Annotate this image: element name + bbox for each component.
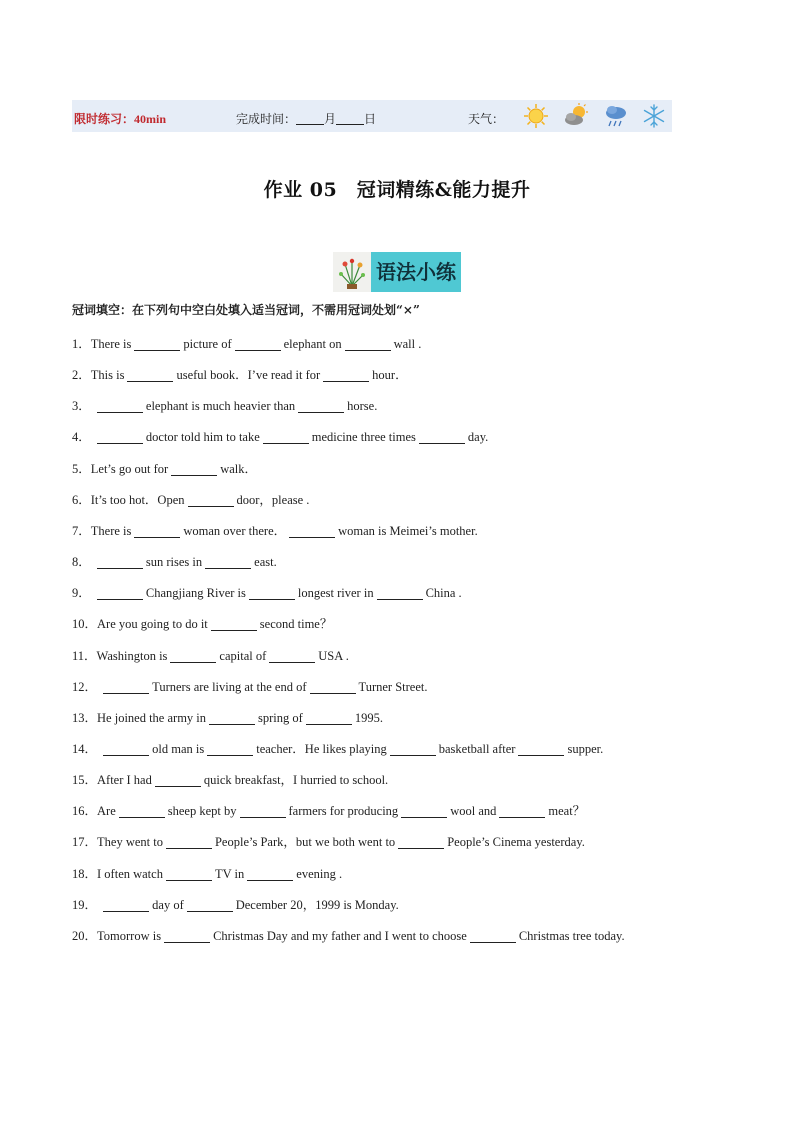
completion-time-label: 完成时间：: [236, 112, 297, 126]
question-text: People’s Cinema yesterday.: [447, 835, 585, 850]
question-text: day.: [467, 430, 489, 445]
page-title: 作业 05 冠词精练&能力提升: [263, 179, 531, 201]
question-text: medicine three times: [311, 430, 416, 445]
question-item: [72, 926, 625, 944]
question-text: longest river in: [297, 586, 374, 601]
question-text: capital of: [219, 648, 267, 663]
question-text: I often watch: [97, 866, 163, 881]
question-text: basketball after: [438, 741, 516, 756]
question-item: [72, 552, 277, 570]
question-item: [72, 521, 478, 539]
question-text: 1995.: [354, 710, 383, 725]
question-number: 4．: [72, 430, 91, 445]
month-blank[interactable]: [296, 112, 324, 125]
answer-blank[interactable]: [247, 867, 293, 881]
answer-blank[interactable]: [470, 929, 516, 943]
question-text: Tomorrow is: [97, 928, 162, 943]
question-text: teacher．He likes playing: [256, 741, 387, 756]
question-text: evening .: [296, 866, 343, 881]
question-text: door，please .: [236, 492, 310, 507]
answer-blank[interactable]: [499, 804, 545, 818]
month-label: 月: [324, 112, 337, 126]
question-item: [72, 459, 257, 477]
question-text: They went to: [97, 835, 163, 850]
header-bar: [72, 100, 672, 132]
question-item: [72, 490, 309, 508]
answer-blank[interactable]: [289, 524, 335, 538]
question-number: 12．: [72, 679, 98, 694]
question-number: 9．: [72, 586, 91, 601]
answer-blank[interactable]: [97, 586, 143, 600]
answer-blank[interactable]: [134, 337, 180, 351]
question-text: After I had: [97, 773, 152, 788]
question-text: Are: [97, 804, 116, 819]
answer-blank[interactable]: [97, 399, 143, 413]
question-text: sun rises in: [145, 555, 203, 570]
answer-blank[interactable]: [103, 680, 149, 694]
question-text: elephant on: [283, 337, 342, 351]
question-text: farmers for producing: [288, 804, 399, 819]
question-number: 1．: [72, 337, 91, 351]
answer-blank[interactable]: [127, 368, 173, 382]
question-text: horse.: [347, 399, 378, 414]
question-text: sheep kept by: [167, 804, 237, 819]
question-text: quick breakfast，I hurried to school.: [203, 773, 389, 788]
question-text: hour．: [372, 368, 408, 383]
day-blank[interactable]: [336, 112, 364, 125]
section-badge: [333, 252, 461, 292]
answer-blank[interactable]: [398, 835, 444, 849]
question-number: 14．: [72, 741, 98, 756]
question-item: [72, 614, 332, 632]
answer-blank[interactable]: [269, 649, 315, 663]
answer-blank[interactable]: [249, 586, 295, 600]
question-item: [72, 739, 603, 757]
question-number: 19．: [72, 897, 98, 912]
question-text: spring of: [258, 710, 303, 725]
answer-blank[interactable]: [166, 835, 212, 849]
time-limit-label: 限时练习：: [74, 112, 135, 126]
question-text: supper.: [567, 741, 604, 756]
answer-blank[interactable]: [298, 399, 344, 413]
answer-blank[interactable]: [518, 742, 564, 756]
question-number: 3．: [72, 399, 91, 414]
question-text: wool and: [450, 804, 497, 819]
question-text: old man is: [152, 741, 205, 756]
answer-blank[interactable]: [345, 337, 391, 351]
answer-blank[interactable]: [166, 867, 212, 881]
question-text: China .: [425, 586, 462, 601]
question-text: He joined the army in: [97, 710, 207, 725]
question-item: [72, 895, 399, 913]
question-text: elephant is much heavier than: [145, 399, 296, 414]
answer-blank[interactable]: [103, 742, 149, 756]
answer-blank[interactable]: [119, 804, 165, 818]
answer-blank[interactable]: [235, 337, 281, 351]
answer-blank[interactable]: [103, 898, 149, 912]
answer-blank[interactable]: [209, 711, 255, 725]
question-text: Are you going to do it: [97, 617, 208, 632]
plant-icon: [333, 252, 371, 292]
answer-blank[interactable]: [171, 462, 217, 476]
day-label: 日: [364, 112, 377, 126]
time-limit-value: 40min: [134, 112, 167, 126]
answer-blank[interactable]: [240, 804, 286, 818]
completion-time: [236, 110, 376, 127]
question-text: TV in: [214, 866, 245, 881]
question-number: 2．: [72, 368, 91, 383]
question-item: [72, 334, 421, 352]
question-text: Christmas tree today.: [518, 928, 625, 943]
answer-blank[interactable]: [97, 555, 143, 569]
question-item: [72, 770, 388, 788]
question-item: [72, 801, 585, 819]
answer-blank[interactable]: [310, 680, 356, 694]
question-number: 18．: [72, 866, 98, 881]
answer-blank[interactable]: [164, 929, 210, 943]
answer-blank[interactable]: [134, 524, 180, 538]
answer-blank[interactable]: [97, 430, 143, 444]
question-text: meat？: [548, 804, 586, 819]
question-number: 17．: [72, 835, 98, 850]
question-number: 15．: [72, 773, 98, 788]
answer-blank[interactable]: [187, 898, 233, 912]
question-item: [72, 646, 349, 664]
question-text: Turners are living at the end of: [152, 679, 307, 694]
question-item: [72, 677, 428, 695]
question-text: Christmas Day and my father and I went to choose: [213, 928, 467, 943]
badge-label: 语法小练: [371, 252, 461, 292]
question-text: There is: [90, 337, 132, 351]
instructions: 冠词填空：在下列句中空白处填入适当冠词，不需用冠词处划“×”: [72, 303, 420, 317]
question-text: It’s too hot．Open: [90, 492, 185, 507]
question-text: This is: [90, 368, 125, 383]
question-number: 6．: [72, 492, 91, 507]
question-number: 13．: [72, 710, 98, 725]
question-text: Washington is: [96, 648, 168, 663]
question-text: useful book．I’ve read it for: [176, 368, 321, 383]
question-text: day of: [152, 897, 184, 912]
question-text: There is: [90, 523, 132, 538]
answer-blank[interactable]: [211, 617, 257, 631]
question-text: second time？: [259, 617, 333, 632]
question-text: wall .: [393, 337, 422, 351]
answer-blank[interactable]: [390, 742, 436, 756]
question-text: east.: [254, 555, 277, 570]
question-number: 7．: [72, 523, 91, 538]
question-item: [72, 396, 377, 414]
question-item: [72, 427, 488, 445]
question-item: [72, 832, 585, 850]
question-text: woman is Meimei’s mother.: [338, 523, 478, 538]
time-limit: [74, 110, 166, 127]
question-number: 11．: [72, 648, 97, 663]
question-text: picture of: [183, 337, 232, 351]
question-text: doctor told him to take: [145, 430, 260, 445]
question-item: [72, 864, 342, 882]
answer-blank[interactable]: [188, 493, 234, 507]
sun-icon[interactable]: [522, 102, 550, 130]
weather-label: 天气：: [468, 112, 505, 126]
question-text: December 20，1999 is Monday.: [235, 897, 399, 912]
rain-cloud-icon[interactable]: [602, 102, 630, 130]
partly-cloudy-icon[interactable]: [562, 102, 590, 130]
answer-blank[interactable]: [170, 649, 216, 663]
question-number: 16．: [72, 804, 98, 819]
question-number: 10．: [72, 617, 98, 632]
answer-blank[interactable]: [401, 804, 447, 818]
question-number: 5．: [72, 461, 91, 476]
question-text: USA .: [318, 648, 349, 663]
question-text: Turner Street.: [358, 679, 428, 694]
question-text: Let’s go out for: [90, 461, 169, 476]
answer-blank[interactable]: [263, 430, 309, 444]
answer-blank[interactable]: [205, 555, 251, 569]
question-item: [72, 365, 408, 383]
question-number: 20．: [72, 928, 98, 943]
snowflake-icon[interactable]: [640, 102, 668, 130]
question-text: People’s Park，but we both went to: [214, 835, 396, 850]
question-item: [72, 708, 383, 726]
answer-blank[interactable]: [155, 773, 201, 787]
answer-blank[interactable]: [419, 430, 465, 444]
answer-blank[interactable]: [306, 711, 352, 725]
question-text: Changjiang River is: [145, 586, 246, 601]
answer-blank[interactable]: [207, 742, 253, 756]
answer-blank[interactable]: [323, 368, 369, 382]
answer-blank[interactable]: [377, 586, 423, 600]
question-item: [72, 583, 462, 601]
question-text: woman over there．: [183, 523, 287, 538]
question-number: 8．: [72, 555, 91, 570]
question-text: walk．: [220, 461, 257, 476]
